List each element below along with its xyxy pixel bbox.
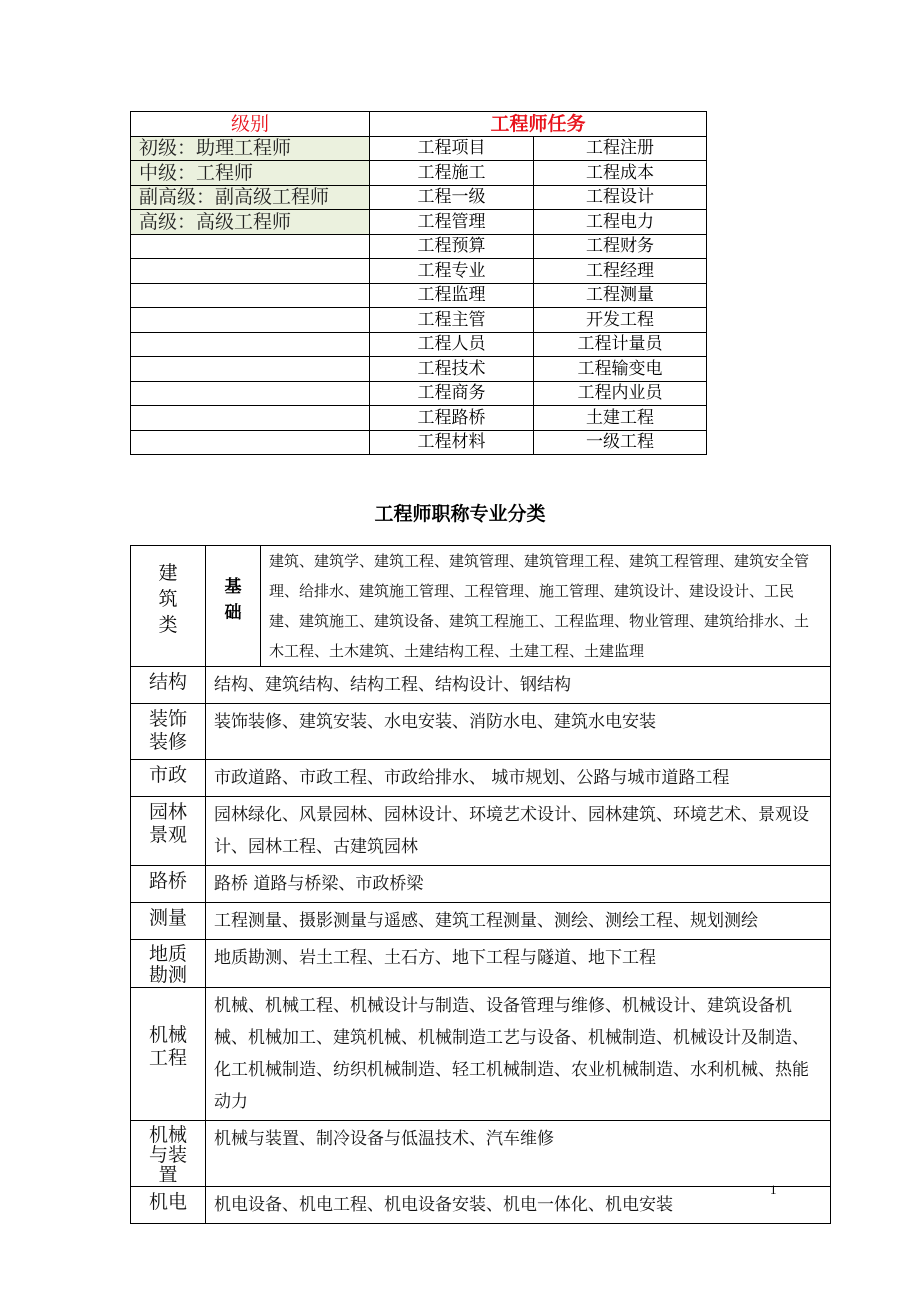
category-label: 结构: [131, 667, 206, 704]
specialty-text: 工程测量、摄影测量与遥感、建筑工程测量、测绘、测绘工程、规划测绘: [206, 903, 831, 940]
level-cell: 副高级：副高级工程师: [131, 185, 370, 210]
task-cell: 工程管理: [370, 210, 534, 235]
task-cell: 工程商务: [370, 381, 534, 406]
category-label-text: 机械与装置: [148, 1124, 187, 1186]
header-tasks: 工程师任务: [370, 112, 707, 137]
task-cell: 工程计量员: [534, 332, 707, 357]
category-label: [131, 797, 206, 866]
specialty-text: 机械与装置、制冷设备与低温技术、汽车维修: [206, 1121, 831, 1187]
task-cell: 工程路桥: [370, 406, 534, 431]
task-cell: 工程专业: [370, 259, 534, 284]
header-level: 级别: [131, 112, 370, 137]
empty-cell: [131, 357, 370, 382]
task-cell: 工程预算: [370, 234, 534, 259]
empty-cell: [131, 259, 370, 284]
task-cell: 工程注册: [534, 136, 707, 161]
task-cell: 工程一级: [370, 185, 534, 210]
section-title: 工程师职称专业分类: [374, 503, 546, 525]
specialty-text: 地质勘测、岩土工程、土石方、地下工程与隧道、地下工程: [206, 940, 831, 988]
task-cell: 工程技术: [370, 357, 534, 382]
subcategory-label: 基础: [224, 577, 242, 623]
category-label: [131, 940, 206, 988]
task-cell: 工程输变电: [534, 357, 707, 382]
engineer-level-table: [130, 111, 707, 455]
task-cell: 工程项目: [370, 136, 534, 161]
level-cell: 中级：工程师: [131, 161, 370, 186]
specialty-text: 机械、机械工程、机械设计与制造、设备管理与维修、机械设计、建筑设备机械、机械加工、建筑机械、机械制造工艺与设备、机械制造、机械设计及制造、化工机械制造、纺织机械制造、轻工机械制造、农业机械制造、水利机械、热能动力: [206, 988, 831, 1121]
level-cell: 初级：助理工程师: [131, 136, 370, 161]
page-number: 1: [770, 1182, 777, 1197]
specialty-text: 园林绿化、风景园林、园林设计、环境艺术设计、园林建筑、环境艺术、景观设计、园林工程、古建筑园林: [206, 797, 831, 866]
category-label: 机电: [131, 1187, 206, 1224]
task-cell: 工程内业员: [534, 381, 707, 406]
category-label-text: 地质勘测: [148, 943, 187, 986]
category-label: [131, 704, 206, 760]
empty-cell: [131, 308, 370, 333]
category-label: [131, 1121, 206, 1187]
category-label: 测量: [131, 903, 206, 940]
empty-cell: [131, 283, 370, 308]
task-cell: 开发工程: [534, 308, 707, 333]
task-cell: 工程监理: [370, 283, 534, 308]
category-label-text: 装饰装修: [148, 708, 187, 753]
specialty-text: 建筑、建筑学、建筑工程、建筑管理、建筑管理工程、建筑工程管理、建筑安全管理、给排水、建筑施工管理、工程管理、施工管理、建筑设计、建设设计、工民建、建筑施工、建筑设备、建筑工程施工、工程监理、物业管理、建筑给排水、土木工程、土木建筑、土建结构工程、土建工程、土建监理: [261, 546, 831, 667]
specialty-text: 装饰装修、建筑安装、水电安装、消防水电、建筑水电安装: [206, 704, 831, 760]
category-label-text: 园林景观: [148, 801, 187, 846]
specialty-text: 市政道路、市政工程、市政给排水、 城市规划、公路与城市道路工程: [206, 760, 831, 797]
task-cell: 工程材料: [370, 430, 534, 455]
task-cell: 工程经理: [534, 259, 707, 284]
task-cell: 工程成本: [534, 161, 707, 186]
task-cell: 工程主管: [370, 308, 534, 333]
empty-cell: [131, 234, 370, 259]
empty-cell: [131, 430, 370, 455]
empty-cell: [131, 332, 370, 357]
specialty-text: 机电设备、机电工程、机电设备安装、机电一体化、机电安装: [206, 1187, 831, 1224]
task-cell: 工程财务: [534, 234, 707, 259]
task-cell: 工程电力: [534, 210, 707, 235]
category-label: 路桥: [131, 866, 206, 903]
level-cell: 高级：高级工程师: [131, 210, 370, 235]
task-cell: 工程设计: [534, 185, 707, 210]
task-cell: 土建工程: [534, 406, 707, 431]
category-cell: [131, 546, 206, 667]
classification-table: [130, 545, 831, 1224]
specialty-text: 路桥 道路与桥梁、市政桥梁: [206, 866, 831, 903]
task-cell: 工程人员: [370, 332, 534, 357]
category-label: 市政: [131, 760, 206, 797]
category-label: 建筑类: [158, 562, 178, 636]
category-label: [131, 988, 206, 1121]
specialty-text: 结构、建筑结构、结构工程、结构设计、钢结构: [206, 667, 831, 704]
empty-cell: [131, 406, 370, 431]
category-label-text: 机械工程: [148, 1024, 187, 1069]
subcategory-cell: [206, 546, 261, 667]
empty-cell: [131, 381, 370, 406]
task-cell: 工程测量: [534, 283, 707, 308]
task-cell: 一级工程: [534, 430, 707, 455]
task-cell: 工程施工: [370, 161, 534, 186]
